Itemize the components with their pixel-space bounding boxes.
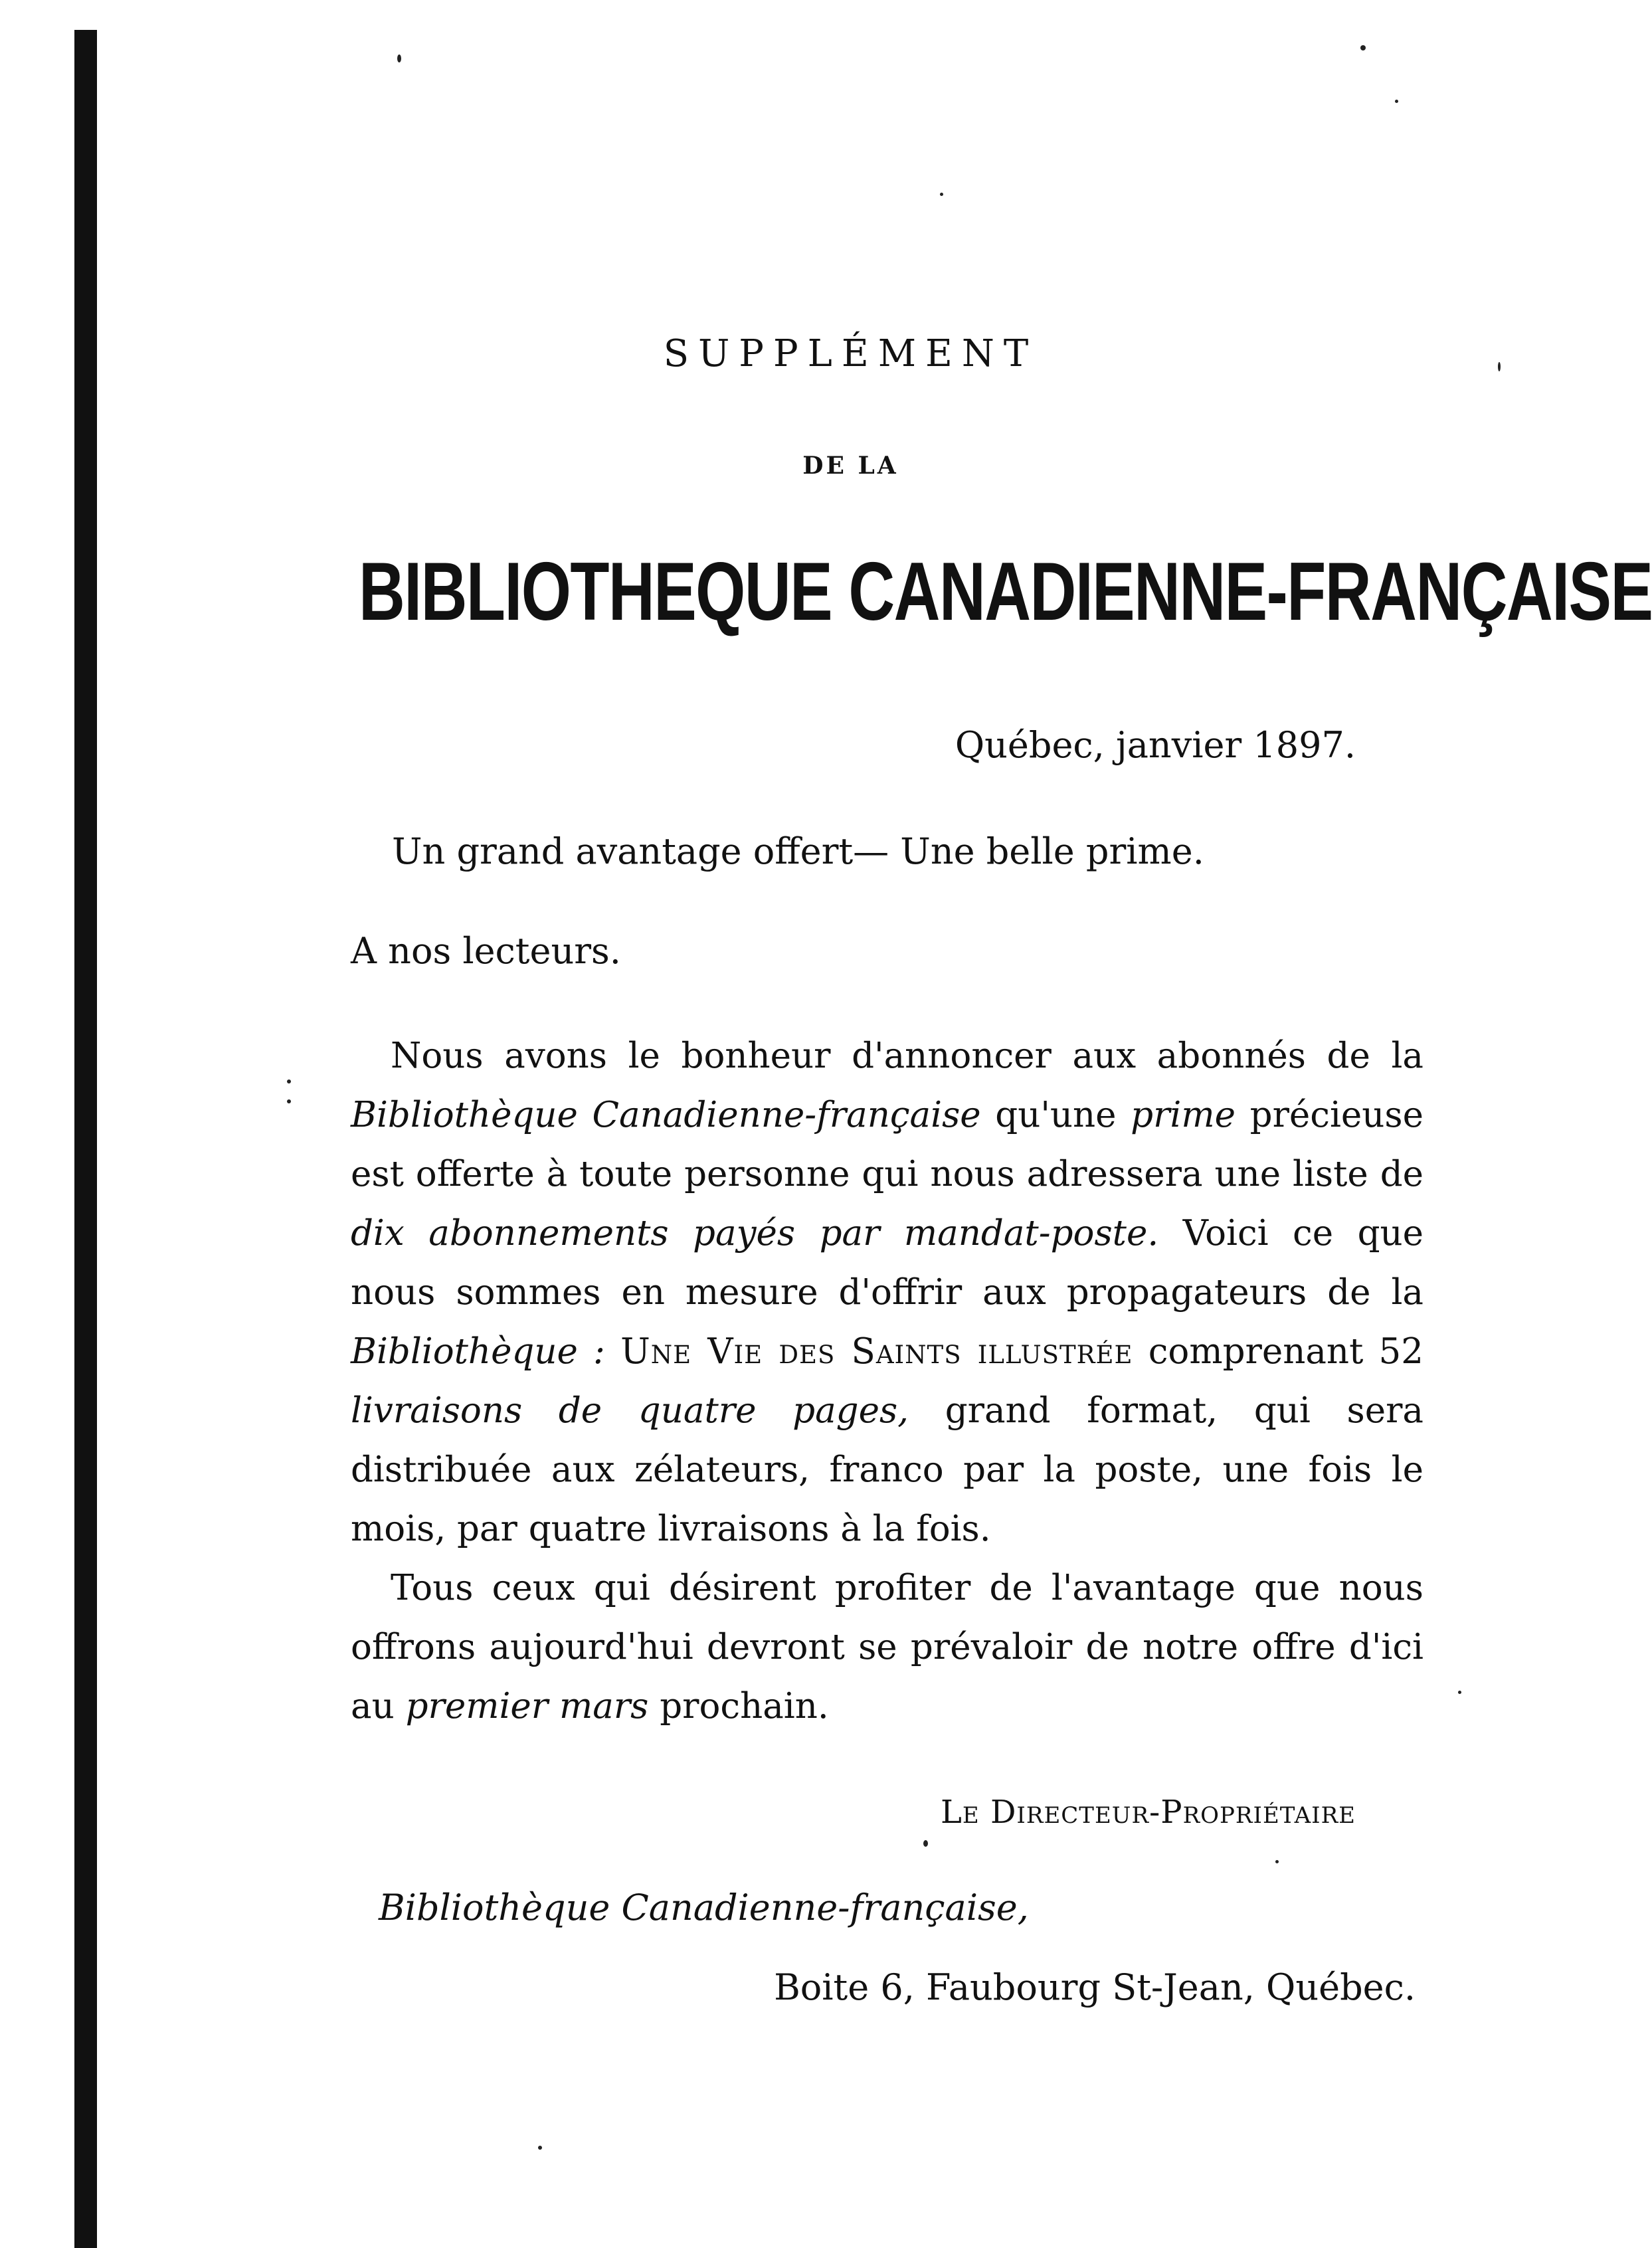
scan-speck: [397, 54, 401, 62]
scan-speck: [1458, 1691, 1461, 1694]
scan-speck: [923, 1840, 928, 1847]
body-text: [351, 1026, 1423, 1736]
text-run: Tous ceux qui désirent profiter de l'avantage que nous offrons aujourd'hui devront se prévaloir de notre offre d'ici au: [351, 1568, 1423, 1727]
signer: Le Directeur-Propriétaire: [941, 1794, 1356, 1831]
italic-run: Bibliothèque Canadienne-française: [351, 1095, 981, 1135]
de-la-heading: DE LA: [802, 452, 899, 480]
italic-run: Bibliothèque :: [351, 1331, 605, 1372]
scan-speck: [538, 2146, 542, 2150]
text-run: prochain.: [648, 1686, 829, 1727]
publication-name: Bibliothèque Canadienne-française,: [379, 1887, 1029, 1928]
text-run: précieuse est offerte à toute personne qui nous adressera une liste de: [351, 1095, 1423, 1194]
supplement-heading: SUPPLÉMENT: [663, 332, 1038, 375]
text-run: Nous avons le bonheur d'annoncer aux abonnés de la: [391, 1036, 1423, 1076]
dateline: Québec, janvier 1897.: [955, 724, 1356, 766]
scan-speck: [1395, 100, 1398, 103]
text-run: grand format, qui sera distribuée aux zélateurs, franco par la poste, une fois le mois, par quatre livraisons à la fois.: [351, 1390, 1424, 1549]
italic-run: dix abonnements payés par mandat-poste.: [351, 1213, 1159, 1254]
paragraph-deadline: [351, 1558, 1423, 1736]
scan-speck: [1360, 45, 1366, 50]
text-run: [605, 1331, 620, 1372]
italic-run: livraisons de quatre pages,: [351, 1390, 909, 1431]
paragraph-offer: [351, 1026, 1423, 1558]
italic-run: premier mars: [405, 1686, 649, 1727]
text-run: qu'une: [980, 1095, 1131, 1135]
scan-speck: [940, 193, 943, 196]
page-title: BIBLIOTHEQUE CANADIENNE-FRANÇAISE: [359, 546, 1652, 638]
address: Boite 6, Faubourg St-Jean, Québec.: [774, 1966, 1416, 2008]
scan-speck: [287, 1099, 291, 1103]
text-run: Voici ce que nous sommes en mesure d'offrir aux propagateurs de la: [351, 1213, 1424, 1313]
scan-speck: [1275, 1860, 1279, 1863]
italic-run: prime: [1131, 1095, 1236, 1135]
salutation: A nos lecteurs.: [351, 930, 621, 972]
small-caps-run: Une Vie des Saints illustrée: [620, 1331, 1133, 1372]
scan-speck: [287, 1079, 291, 1083]
headline: Un grand avantage offert— Une belle prime.: [392, 830, 1204, 872]
text-run: comprenant 52: [1133, 1331, 1423, 1372]
